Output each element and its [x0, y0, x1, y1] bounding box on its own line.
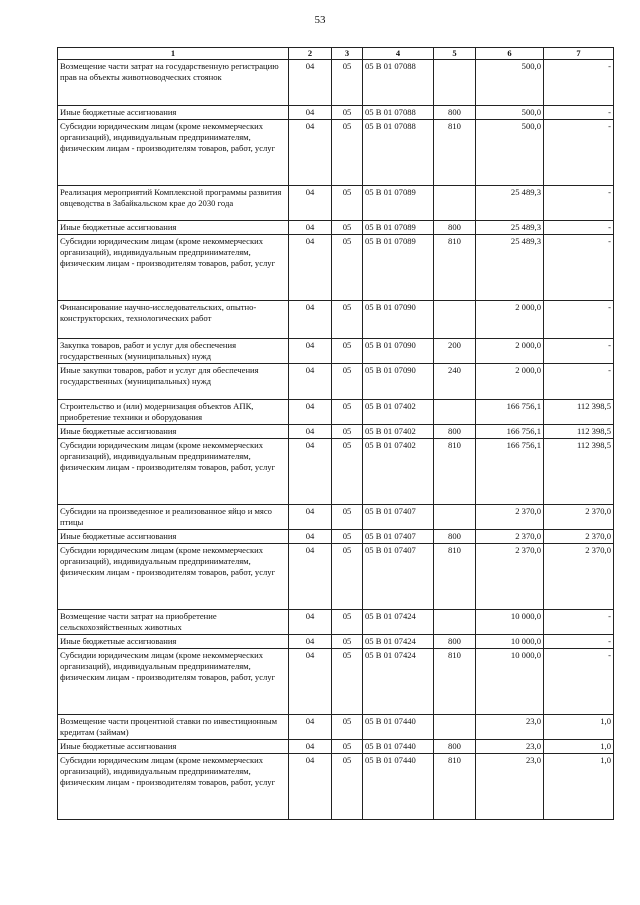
expense-type-cell: 810: [434, 648, 476, 714]
expense-type-cell: 810: [434, 438, 476, 504]
row-name-cell: Финансирование научно-исследовательских, опытно-конструкторских, технологических работ: [58, 300, 289, 338]
row-name-cell: Иные закупки товаров, работ и услуг для обеспечения государственных (муниципальных) нужд: [58, 363, 289, 399]
table-row: [58, 363, 614, 399]
section-code-cell: 04: [289, 399, 332, 424]
amount-cell: 25 489,3: [476, 185, 544, 220]
amount-cell: 25 489,3: [476, 234, 544, 300]
amount-cell: 25 489,3: [476, 220, 544, 234]
column-header: 7: [544, 48, 614, 60]
table-row: [58, 634, 614, 648]
subsection-code-cell: 05: [332, 59, 363, 105]
section-code-cell: 04: [289, 529, 332, 543]
subsection-code-cell: 05: [332, 119, 363, 185]
table-row: [58, 714, 614, 739]
row-name-cell: Субсидии юридическим лицам (кроме некоммерческих организаций), индивидуальным предпринимателям, физическим лицам - производителям товаров, работ, услуг: [58, 234, 289, 300]
row-name-cell: Реализация мероприятий Комплексной программы развития овцеводства в Забайкальском крае до 2030 года: [58, 185, 289, 220]
table-row: [58, 59, 614, 105]
subsection-code-cell: 05: [332, 543, 363, 609]
amount-cell: 166 756,1: [476, 438, 544, 504]
table-row: [58, 105, 614, 119]
amount-cell: 2 370,0: [476, 543, 544, 609]
target-article-cell: 05 В 01 07402: [363, 438, 434, 504]
amount-cell: 166 756,1: [476, 399, 544, 424]
amount-cell: -: [544, 300, 614, 338]
amount-cell: 23,0: [476, 739, 544, 753]
amount-cell: 1,0: [544, 753, 614, 819]
section-code-cell: 04: [289, 363, 332, 399]
subsection-code-cell: 05: [332, 338, 363, 363]
amount-cell: 2 370,0: [476, 529, 544, 543]
amount-cell: -: [544, 220, 614, 234]
table-row: [58, 399, 614, 424]
section-code-cell: 04: [289, 634, 332, 648]
subsection-code-cell: 05: [332, 714, 363, 739]
column-header: 2: [289, 48, 332, 60]
table-row: [58, 220, 614, 234]
target-article-cell: 05 В 01 07402: [363, 399, 434, 424]
amount-cell: -: [544, 119, 614, 185]
row-name-cell: Возмещение части затрат на государственную регистрацию прав на объекты животноводческих стоянок: [58, 59, 289, 105]
amount-cell: 1,0: [544, 739, 614, 753]
row-name-cell: Строительство и (или) модернизация объектов АПК, приобретение техники и оборудования: [58, 399, 289, 424]
subsection-code-cell: 05: [332, 399, 363, 424]
section-code-cell: 04: [289, 739, 332, 753]
amount-cell: 500,0: [476, 119, 544, 185]
row-name-cell: Иные бюджетные ассигнования: [58, 529, 289, 543]
row-name-cell: Возмещение части затрат на приобретение сельскохозяйственных животных: [58, 609, 289, 634]
section-code-cell: 04: [289, 234, 332, 300]
subsection-code-cell: 05: [332, 300, 363, 338]
table-row: [58, 504, 614, 529]
subsection-code-cell: 05: [332, 648, 363, 714]
amount-cell: 10 000,0: [476, 634, 544, 648]
target-article-cell: 05 В 01 07440: [363, 714, 434, 739]
target-article-cell: 05 В 01 07089: [363, 234, 434, 300]
amount-cell: 2 370,0: [476, 504, 544, 529]
amount-cell: 23,0: [476, 714, 544, 739]
expense-type-cell: [434, 609, 476, 634]
table-row: [58, 234, 614, 300]
amount-cell: -: [544, 59, 614, 105]
section-code-cell: 04: [289, 424, 332, 438]
row-name-cell: Иные бюджетные ассигнования: [58, 220, 289, 234]
subsection-code-cell: 05: [332, 220, 363, 234]
target-article-cell: 05 В 01 07090: [363, 363, 434, 399]
target-article-cell: 05 В 01 07089: [363, 220, 434, 234]
expense-type-cell: 810: [434, 119, 476, 185]
target-article-cell: 05 В 01 07090: [363, 300, 434, 338]
expense-type-cell: 800: [434, 634, 476, 648]
table-row: [58, 300, 614, 338]
expense-type-cell: [434, 504, 476, 529]
section-code-cell: 04: [289, 609, 332, 634]
table-header-row: [58, 48, 614, 60]
section-code-cell: 04: [289, 119, 332, 185]
table-row: [58, 338, 614, 363]
amount-cell: 2 370,0: [544, 543, 614, 609]
column-header: 3: [332, 48, 363, 60]
amount-cell: -: [544, 634, 614, 648]
amount-cell: 500,0: [476, 59, 544, 105]
table-row: [58, 648, 614, 714]
budget-table: [57, 47, 614, 820]
column-header: 4: [363, 48, 434, 60]
subsection-code-cell: 05: [332, 529, 363, 543]
target-article-cell: 05 В 01 07407: [363, 504, 434, 529]
expense-type-cell: 800: [434, 739, 476, 753]
expense-type-cell: [434, 59, 476, 105]
amount-cell: 112 398,5: [544, 399, 614, 424]
expense-type-cell: 810: [434, 543, 476, 609]
amount-cell: 2 000,0: [476, 363, 544, 399]
section-code-cell: 04: [289, 648, 332, 714]
table-row: [58, 739, 614, 753]
target-article-cell: 05 В 01 07440: [363, 753, 434, 819]
section-code-cell: 04: [289, 59, 332, 105]
subsection-code-cell: 05: [332, 739, 363, 753]
subsection-code-cell: 05: [332, 504, 363, 529]
target-article-cell: 05 В 01 07089: [363, 185, 434, 220]
section-code-cell: 04: [289, 105, 332, 119]
target-article-cell: 05 В 01 07424: [363, 648, 434, 714]
row-name-cell: Субсидии юридическим лицам (кроме некоммерческих организаций), индивидуальным предпринимателям, физическим лицам - производителям товаров, работ, услуг: [58, 543, 289, 609]
target-article-cell: 05 В 01 07424: [363, 634, 434, 648]
column-header: 5: [434, 48, 476, 60]
row-name-cell: Субсидии юридическим лицам (кроме некоммерческих организаций), индивидуальным предпринимателям, физическим лицам - производителям товаров, работ, услуг: [58, 438, 289, 504]
amount-cell: -: [544, 105, 614, 119]
amount-cell: 500,0: [476, 105, 544, 119]
amount-cell: 2 000,0: [476, 338, 544, 363]
expense-type-cell: 800: [434, 105, 476, 119]
target-article-cell: 05 В 01 07424: [363, 609, 434, 634]
row-name-cell: Иные бюджетные ассигнования: [58, 634, 289, 648]
target-article-cell: 05 В 01 07090: [363, 338, 434, 363]
table-row: [58, 119, 614, 185]
table-row: [58, 609, 614, 634]
amount-cell: -: [544, 185, 614, 220]
target-article-cell: 05 В 01 07407: [363, 543, 434, 609]
expense-type-cell: 810: [434, 753, 476, 819]
expense-type-cell: 810: [434, 234, 476, 300]
section-code-cell: 04: [289, 438, 332, 504]
subsection-code-cell: 05: [332, 634, 363, 648]
target-article-cell: 05 В 01 07402: [363, 424, 434, 438]
subsection-code-cell: 05: [332, 438, 363, 504]
target-article-cell: 05 В 01 07407: [363, 529, 434, 543]
amount-cell: 23,0: [476, 753, 544, 819]
subsection-code-cell: 05: [332, 185, 363, 220]
subsection-code-cell: 05: [332, 105, 363, 119]
amount-cell: -: [544, 363, 614, 399]
amount-cell: 2 370,0: [544, 529, 614, 543]
subsection-code-cell: 05: [332, 234, 363, 300]
target-article-cell: 05 В 01 07440: [363, 739, 434, 753]
section-code-cell: 04: [289, 338, 332, 363]
amount-cell: 166 756,1: [476, 424, 544, 438]
row-name-cell: Возмещение части процентной ставки по инвестиционным кредитам (займам): [58, 714, 289, 739]
target-article-cell: 05 В 01 07088: [363, 105, 434, 119]
table-row: [58, 529, 614, 543]
table-body: [58, 59, 614, 819]
expense-type-cell: 800: [434, 424, 476, 438]
column-header: 6: [476, 48, 544, 60]
amount-cell: -: [544, 338, 614, 363]
row-name-cell: Иные бюджетные ассигнования: [58, 424, 289, 438]
amount-cell: 1,0: [544, 714, 614, 739]
table-row: [58, 438, 614, 504]
row-name-cell: Субсидии юридическим лицам (кроме некоммерческих организаций), индивидуальным предпринимателям, физическим лицам - производителям товаров, работ, услуг: [58, 119, 289, 185]
page-number: 53: [314, 14, 326, 26]
amount-cell: 112 398,5: [544, 424, 614, 438]
amount-cell: -: [544, 609, 614, 634]
column-header: 1: [58, 48, 289, 60]
subsection-code-cell: 05: [332, 424, 363, 438]
row-name-cell: Иные бюджетные ассигнования: [58, 105, 289, 119]
target-article-cell: 05 В 01 07088: [363, 119, 434, 185]
table-row: [58, 185, 614, 220]
table-row: [58, 424, 614, 438]
section-code-cell: 04: [289, 185, 332, 220]
section-code-cell: 04: [289, 300, 332, 338]
expense-type-cell: [434, 714, 476, 739]
section-code-cell: 04: [289, 504, 332, 529]
expense-type-cell: [434, 300, 476, 338]
row-name-cell: Субсидии юридическим лицам (кроме некоммерческих организаций), индивидуальным предпринимателям, физическим лицам - производителям товаров, работ, услуг: [58, 648, 289, 714]
amount-cell: -: [544, 648, 614, 714]
row-name-cell: Субсидии на произведенное и реализованное яйцо и мясо птицы: [58, 504, 289, 529]
expense-type-cell: 200: [434, 338, 476, 363]
expense-type-cell: [434, 399, 476, 424]
section-code-cell: 04: [289, 714, 332, 739]
subsection-code-cell: 05: [332, 609, 363, 634]
expense-type-cell: 800: [434, 529, 476, 543]
expense-type-cell: 800: [434, 220, 476, 234]
row-name-cell: Субсидии юридическим лицам (кроме некоммерческих организаций), индивидуальным предпринимателям, физическим лицам - производителям товаров, работ, услуг: [58, 753, 289, 819]
amount-cell: 112 398,5: [544, 438, 614, 504]
amount-cell: -: [544, 234, 614, 300]
expense-type-cell: [434, 185, 476, 220]
table-row: [58, 543, 614, 609]
section-code-cell: 04: [289, 220, 332, 234]
row-name-cell: Иные бюджетные ассигнования: [58, 739, 289, 753]
amount-cell: 2 370,0: [544, 504, 614, 529]
row-name-cell: Закупка товаров, работ и услуг для обеспечения государственных (муниципальных) нужд: [58, 338, 289, 363]
section-code-cell: 04: [289, 543, 332, 609]
target-article-cell: 05 В 01 07088: [363, 59, 434, 105]
amount-cell: 2 000,0: [476, 300, 544, 338]
subsection-code-cell: 05: [332, 753, 363, 819]
amount-cell: 10 000,0: [476, 648, 544, 714]
section-code-cell: 04: [289, 753, 332, 819]
expense-type-cell: 240: [434, 363, 476, 399]
subsection-code-cell: 05: [332, 363, 363, 399]
table-row: [58, 753, 614, 819]
amount-cell: 10 000,0: [476, 609, 544, 634]
